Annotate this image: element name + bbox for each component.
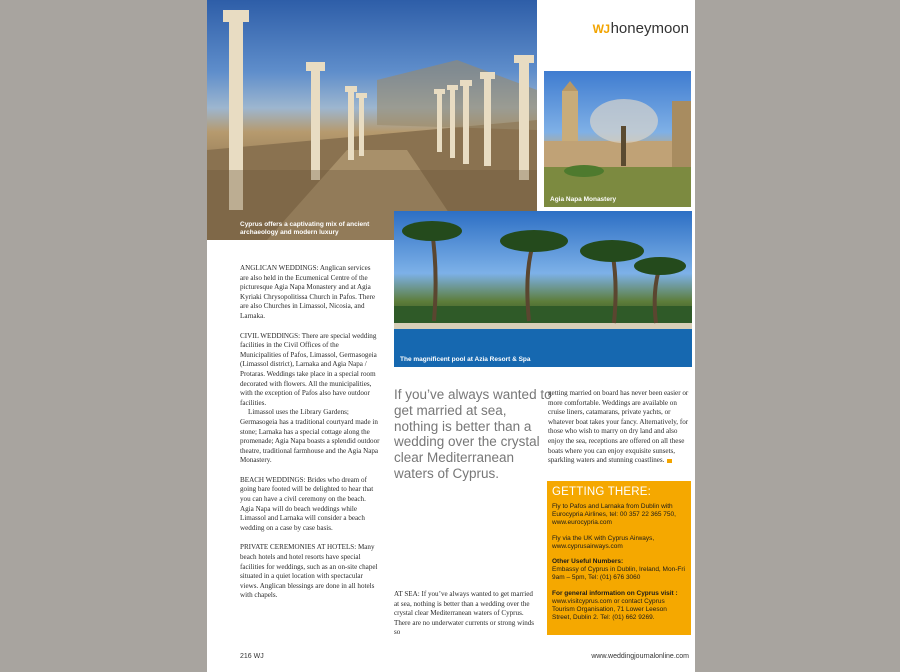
getting-there-title: GETTING THERE:	[552, 486, 652, 498]
pool-illustration	[394, 211, 692, 367]
brand-section-name: honeymoon	[610, 20, 689, 37]
pool-photo	[394, 211, 692, 367]
monastery-illustration	[544, 71, 691, 207]
paragraph-at-sea: AT SEA: If you’ve always wanted to get married at sea, nothing is better than a wedding over the crystal clear Mediterranean waters of Cyprus. There are no underwater currents or strong winds so	[394, 590, 535, 637]
getting-there-box	[547, 481, 691, 635]
getting-there-cyprus-airways: Fly via the UK with Cyprus Airways, www.cyprusairways.com	[552, 534, 655, 550]
paragraph-venues: Limassol uses the Library Gardens; Germasogeia has a traditional courtyard made in stone; Larnaka has a special cottage along the promenade; Agia Napa boasts a splendid outdoor theatre, traditional farmhouse and the Agia Napa Monastery.	[240, 408, 380, 465]
body-column-2	[394, 590, 539, 648]
brand-logo: WJ	[592, 22, 610, 36]
paragraph-civil-weddings: CIVIL WEDDINGS: There are special wedding facilities in the Civil Offices of the Municipalities of Pafos, Limassol, Germasogeia (Limassol district), Larnaka and Agia Napa / Protaras. Weddings take place in a special room decorated with flowers. All the municipalities, with the exception of Pafos also have outdoor facilities.	[240, 331, 377, 407]
monastery-caption: Agia Napa Monastery	[550, 196, 617, 203]
body-column-3	[548, 389, 692, 466]
magazine-page	[207, 0, 695, 672]
getting-there-eurocypria: Fly to Pafos and Larnaka from Dublin with Eurocypria Airlines, tel: 00 357 22 365 750, www.eurocypria.com	[552, 503, 676, 527]
paragraph-anglican-weddings: ANGLICAN WEDDINGS: Anglican services are also held in the Ecumenical Centre of the picturesque Agia Napa Monastery and at Agia Kyriaki Chrysopolitissa Church in Pafos. There are also Churches in Limassol, Nicosia, and Larnaka.	[240, 264, 376, 320]
body-column-1	[240, 264, 380, 611]
footer-website: www.weddingjournalonline.com	[591, 653, 689, 660]
pool-caption: The magnificent pool at Azia Resort & Spa	[400, 356, 531, 363]
monastery-photo	[544, 71, 691, 207]
ruins-caption: Cyprus offers a captivating mix of ancient archaeology and modern luxury	[240, 221, 370, 236]
pull-quote: If you’ve always wanted to get married at sea, nothing is better than a wedding over the crystal clear Mediterranean waters of Cyprus.	[394, 387, 552, 481]
ruins-photo	[207, 0, 537, 240]
end-mark-icon	[667, 459, 672, 463]
page-number: 216 WJ	[240, 653, 264, 660]
paragraph-boat-weddings: getting married on board has never been easier or more comfortable. Weddings are available on cruise liners, catamarans, private yachts, or whatever boat takes your fancy. Alternatively, for those who wish to marry on dry land and also enjoy the sea, receptions are offered on all these boats where you can enjoy exquisite sunsets, sparkling waters and stunning coastlines.	[548, 389, 689, 465]
ruins-illustration	[207, 0, 537, 240]
getting-there-general-info-heading: For general information on Cyprus visit :	[552, 589, 678, 597]
paragraph-private-ceremonies: PRIVATE CEREMONIES AT HOTELS: Many beach hotels and hotel resorts have special facilities for weddings, such as an on-site chapel situated in a quiet location with spectacular views. Anglican blessings are done in all hotels with chapels.	[240, 543, 378, 600]
getting-there-tourism-organisation: www.visitcyprus.com or contact Cyprus Tourism Organisation, 71 Lower Leeson Street, Dublin 2. Tel: (01) 662 9269.	[552, 597, 667, 622]
getting-there-embassy: Embassy of Cyprus in Dublin, Ireland, Mon-Fri 9am – 5pm, Tel: (01) 676 3060	[552, 566, 685, 582]
paragraph-beach-weddings: BEACH WEDDINGS: Brides who dream of going bare footed will be delighted to hear that you can have a civil ceremony on the beach. Agia Napa will do beach weddings while Limassol and Larnaka will consider a beach wedding on a case by case basis.	[240, 475, 374, 532]
section-brand	[593, 20, 689, 37]
getting-there-useful-numbers-heading: Other Useful Numbers:	[552, 558, 624, 566]
